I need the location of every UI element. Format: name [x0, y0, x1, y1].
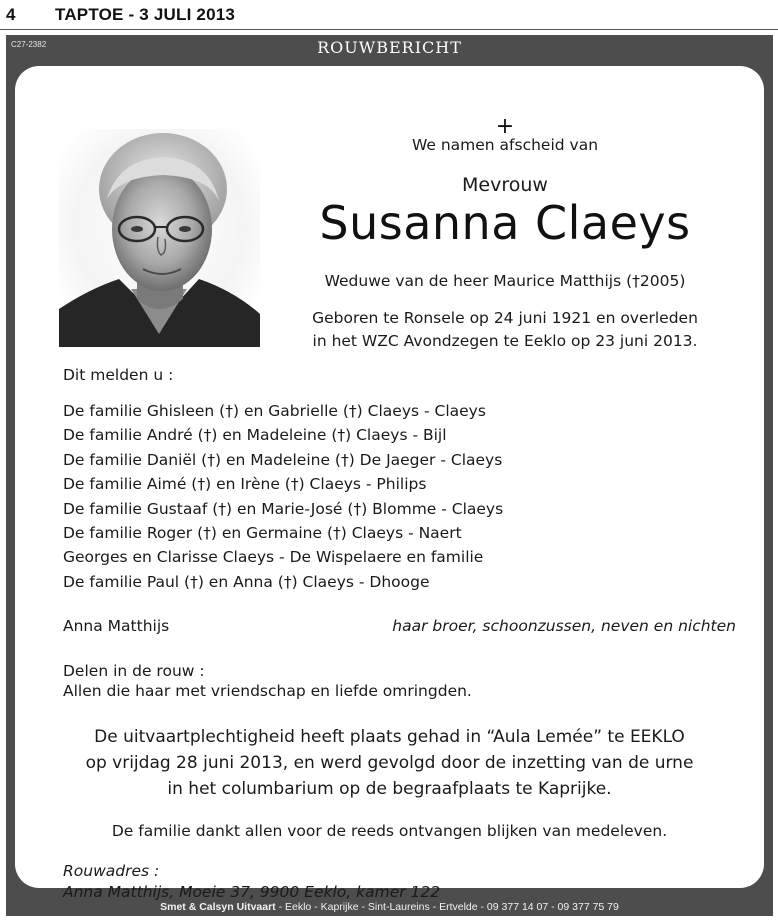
- ceremony-line-2: op vrijdag 28 juni 2013, en werd gevolgd door de inzetting van de urne: [85, 753, 694, 773]
- mourn-text: Allen die haar met vriendschap en liefde omringden.: [63, 682, 472, 700]
- family-line: De familie Paul (†) en Anna (†) Claeys - Dhooge: [63, 572, 430, 591]
- address-text: Anna Matthijs, Moeie 37, 9900 Eeklo, kamer 122: [63, 883, 441, 901]
- deceased-name: Susanna Claeys: [319, 196, 691, 250]
- sister-in-law-name: Anna Matthijs: [63, 617, 170, 635]
- family-line: De familie André (†) en Madeleine (†) Claeys - Bijl: [63, 426, 447, 445]
- birth-line-2: in het WZC Avondzegen te Eeklo op 23 juni 2013.: [312, 332, 698, 350]
- page-header: [0, 0, 778, 30]
- birth-line-1: Geboren te Ronsele op 24 juni 1921 en overleden: [312, 309, 698, 327]
- widow-of-text: Weduwe van de heer Maurice Matthijs (†2005): [324, 272, 686, 290]
- ceremony-line-3: in het columbarium op de begraafplaats te Kaprijke.: [167, 779, 612, 799]
- birth-death-text: [275, 307, 735, 353]
- footer-details: - Eeklo - Kaprijke - Sint-Laureins - Ertvelde - 09 377 14 07 - 09 377 75 79: [275, 901, 619, 913]
- thanks-text: De familie dankt allen voor de reeds ontvangen blijken van medeleven.: [111, 822, 668, 840]
- obituary-card: [15, 66, 764, 901]
- cross-symbol: +: [495, 114, 515, 139]
- mourn-heading: Delen in de rouw :: [63, 662, 205, 680]
- announce-text: Dit melden u :: [63, 366, 174, 384]
- ceremony-text: [35, 724, 744, 802]
- family-line: De familie Gustaaf (†) en Marie-José (†) Blomme - Claeys: [63, 499, 504, 518]
- section-title: ROUWBERICHT: [317, 38, 462, 57]
- family-list: [63, 399, 503, 594]
- ceremony-line-1: De uitvaartplechtigheid heeft plaats gehad in “Aula Lemée” te EEKLO: [94, 727, 685, 747]
- family-line: De familie Roger (†) en Germaine (†) Claeys - Naert: [63, 524, 462, 543]
- intro-text: We namen afscheid van: [411, 136, 599, 154]
- relations-text: haar broer, schoonzussen, neven en nichten: [392, 617, 736, 635]
- family-line: De familie Daniël (†) en Madeleine (†) De Jaeger - Claeys: [63, 450, 503, 469]
- page-title: TAPTOE - 3 JULI 2013: [55, 5, 236, 24]
- footer-company: Smet & Calsyn Uitvaart: [160, 901, 276, 913]
- family-line: De familie Ghisleen (†) en Gabrielle (†) Claeys - Claeys: [63, 402, 486, 420]
- footer-credit: [6, 901, 773, 913]
- address-label: Rouwadres :: [63, 862, 160, 880]
- portrait-photo: [59, 129, 260, 347]
- family-line: Georges en Clarisse Claeys - De Wispelaere en familie: [63, 548, 484, 567]
- reference-code: C27-2382: [11, 40, 47, 49]
- page-number: 4: [6, 5, 16, 24]
- obituary-frame: [6, 35, 773, 916]
- family-line: De familie Aimé (†) en Irène (†) Claeys - Philips: [63, 475, 427, 494]
- salutation: Mevrouw: [462, 174, 548, 196]
